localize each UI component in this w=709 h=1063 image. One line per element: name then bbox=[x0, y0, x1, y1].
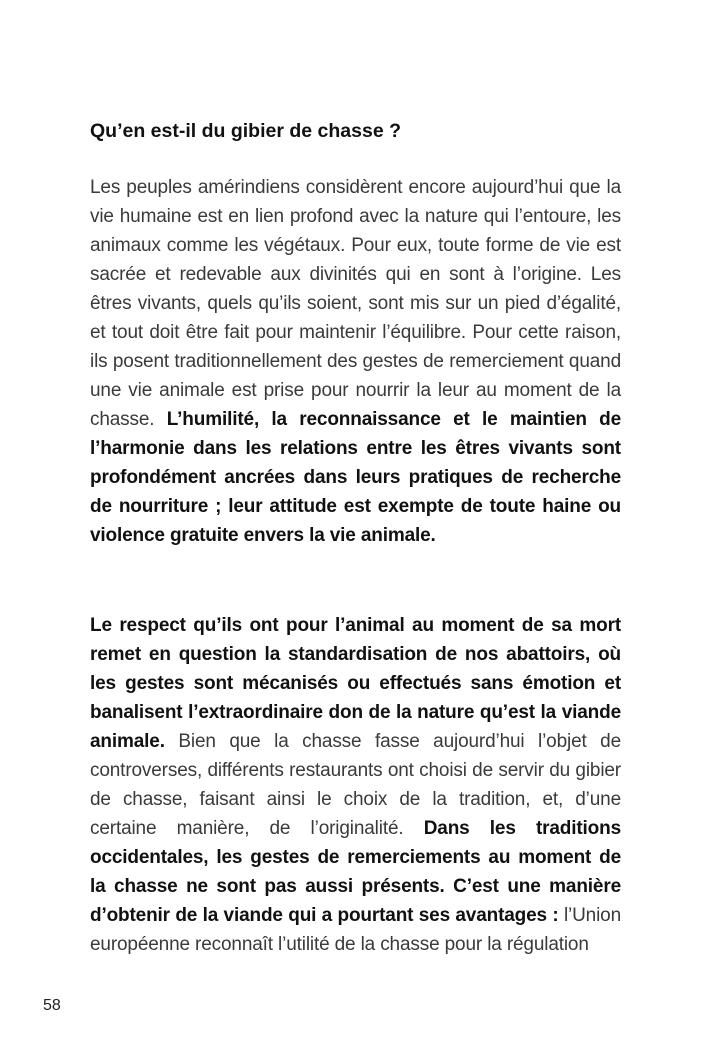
page-number: 58 bbox=[43, 997, 61, 1014]
paragraph-2-text-1: Bien que la chasse fasse aujourd’hui l’objet de controverses, différents restaurants ont choisi de servir du gibier de chasse, faisant ainsi le choix de la tradition, et, d’une certaine manière, de l’originalité. bbox=[90, 731, 621, 839]
paragraph-1-emphasis: L’humilité, la reconnaissance et le maintien de l’harmonie dans les relations entre les êtres vivants sont profondément ancrées dans leurs pratiques de recherche de nourriture ; leur attitude est exempte de toute haine ou violence gratuite envers la vie animale. bbox=[90, 409, 622, 546]
paragraph-2-text-2: l’Union européenne reconnaît l’utilité de la chasse pour la régulation bbox=[90, 905, 621, 955]
paragraph-1-text: Les peuples amérindiens considèrent encore aujourd’hui que la vie humaine est en lien profond avec la nature qui l’entoure, les animaux comme les végétaux. Pour eux, toute forme de vie est sacrée et redevable aux divinités qui en sont à l’origine. Les êtres vivants, quels qu’ils soient, sont mis sur un pied d’égalité, et tout doit être fait pour maintenir l’équilibre. Pour cette raison, ils posent traditionnellement des gestes de remerciement quand une vie animale est prise pour nourrir la leur au moment de la chasse. bbox=[90, 177, 621, 430]
paragraph-1 bbox=[90, 173, 621, 550]
paragraph-2-emphasis-1: Le respect qu’ils ont pour l’animal au moment de sa mort remet en question la standardisation de nos abattoirs, où les gestes sont mécanisés ou effectués sans émotion et banalisent l’extraordinaire don de la nature qu’est la viande animale. bbox=[90, 615, 621, 752]
paragraph-2 bbox=[90, 611, 621, 959]
section-heading: Qu’en est-il du gibier de chasse ? bbox=[90, 120, 401, 142]
paragraph-2-emphasis-2: Dans les traditions occidentales, les gestes de remerciements au moment de la chasse ne sont pas aussi présents. C’est une manière d’obtenir de la viande qui a pourtant ses avantages : bbox=[90, 818, 622, 926]
